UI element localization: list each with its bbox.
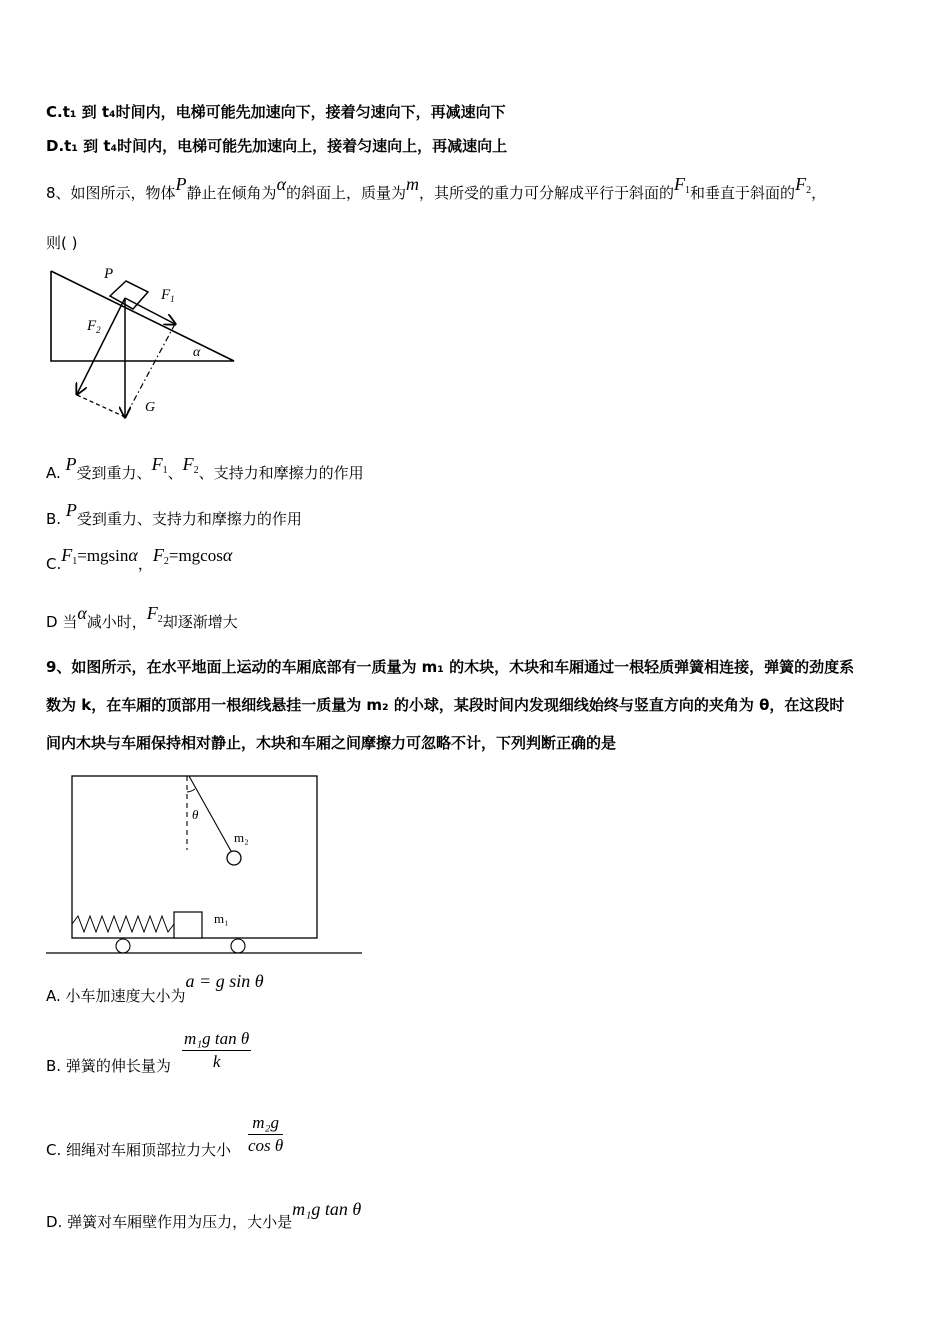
label-p: P [104,266,114,282]
fraction-numerator: m₁g tan θ [182,1028,251,1051]
incline-triangle [51,271,234,361]
q8-stem-text: 8、如图所示，物体 [46,184,176,202]
label-m1: m₁ [214,911,229,926]
q8-incline-figure [44,262,244,422]
q8-sym-f2: $F_2$ [146,603,163,625]
dashed-line [77,395,125,417]
q8-option-d: D 当α减小时，$F_2$却逐渐增大 [46,603,238,631]
q8-option-b: B. P受到重力、支持力和摩擦力的作用 [46,500,302,528]
spring [72,916,174,932]
q9-carriage-figure [44,772,366,960]
q7-option-c: C.t₁ 到 t₄时间内，电梯可能先加速向下，接着匀速向下，再减速向下 [46,103,506,121]
block-p [110,281,148,309]
q9-option-b-label: B. 弹簧的伸长量为 [46,1057,171,1075]
q8-sym-alpha: α [276,174,287,194]
q8-stem-text: 静止在倾角为 [186,184,277,202]
q9-stem-line1: 9、如图所示，在水平地面上运动的车厢底部有一质量为 m₁ 的木块，木块和车厢通过一根轻质弹簧相连接，弹簧的劲度系 [46,658,855,676]
q8-stem-line2: 则( ) [46,234,78,252]
q9-option-a: A. 小车加速度大小为a = g sin θ [46,971,264,1005]
q9-stem-line3: 间内木块与车厢保持相对静止，木块和车厢之间摩擦力可忽略不计，下列判断正确的是 [46,734,617,752]
force-f2-arrow [77,298,125,394]
q9-c-fraction [248,1112,283,1157]
fraction-numerator: m₂g [248,1112,283,1135]
fraction-denominator: k [212,1052,221,1071]
theta-arc [187,789,195,792]
q8-sym-f2: $F_2$ [182,454,199,476]
label-theta: θ [192,807,199,822]
q8-sym-f1: $F_1$ [151,454,168,476]
q8-sym-m: m [406,174,420,194]
wheel-right [231,939,245,953]
q8-sym-f2: $F_2$ [795,174,812,196]
label-g: G [145,400,156,415]
q9-stem-line2: 数为 k，在车厢的顶部用一根细线悬挂一质量为 m₂ 的小球，某段时间内发现细线始终与竖直方向的夹角为 θ，在这段时 [46,696,845,714]
q8-option-a: A. P受到重力、$F_1$、$F_2$、支持力和摩擦力的作用 [46,454,364,482]
label-f1: $F_1$ [161,287,175,304]
wheel-left [116,939,130,953]
q9-d-expr: m₁g tan θ [292,1199,362,1219]
q8-stem-text: ， [811,184,827,202]
q8-stem-text: ，其所受的重力可分解成平行于斜面的 [419,184,675,202]
ball-m2 [227,851,241,865]
label-f2: $F_2$ [87,318,101,335]
q9-option-d: D. 弹簧对车厢壁作用为压力，大小是m₁g tan θ [46,1199,362,1231]
q7-option-d: D.t₁ 到 t₄时间内，电梯可能先加速向上，接着匀速向上，再减速向上 [46,137,508,155]
q9-a-expr: a = g sin θ [185,971,264,991]
q9-option-c-label: C. 细绳对车厢顶部拉力大小 [46,1141,232,1159]
q8-stem-text: 的斜面上，质量为 [286,184,407,202]
q8-sym-p: P [65,454,77,474]
label-m2: m₂ [234,830,249,845]
q8-sym-f1: $F_1$ [61,545,78,567]
q8-sym-p: P [65,500,77,520]
q8-sym-f2: $F_2$ [152,545,169,567]
block-m1 [174,912,202,938]
q8-stem-text: 和垂直于斜面的 [690,184,796,202]
q9-b-fraction [182,1028,251,1073]
fraction-denominator: cos θ [248,1136,284,1155]
q8-sym-p: P [175,174,187,194]
label-alpha: α [193,345,201,360]
q8-option-c: $C.F_1=mgsin\alpha$，$F_2=mgcos\alpha$ [46,545,233,573]
q8-sym-f1: $F_1$ [674,174,691,196]
q8-stem [46,174,827,209]
